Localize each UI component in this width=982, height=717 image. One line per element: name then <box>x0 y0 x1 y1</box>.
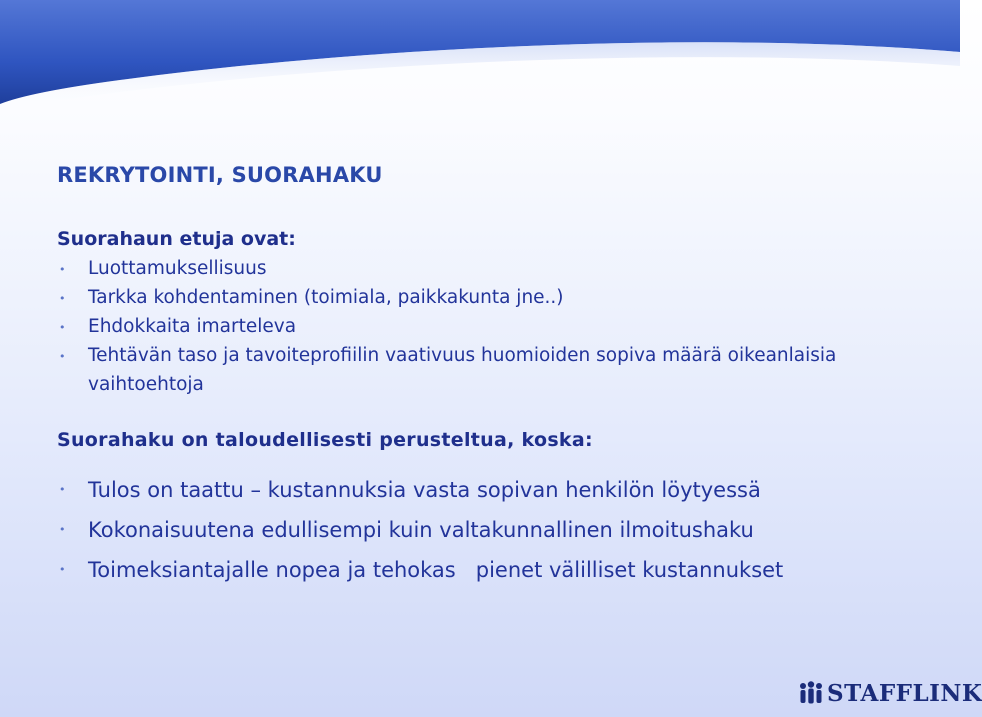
list-item-text: Tulos on taattu – kustannuksia vasta sopivan henkilön löytyessä <box>88 478 761 502</box>
list-item <box>57 476 917 504</box>
bullet-icon: • <box>59 321 66 334</box>
list-item-text: Tehtävän taso ja tavoiteprofiilin vaativuus huomioiden sopiva määrä oikeanlaisia vaihtoehtoja <box>88 345 837 395</box>
list-item <box>57 516 917 544</box>
section-heading-advantages: Suorahaun etuja ovat: <box>57 228 296 250</box>
list-item <box>57 556 917 584</box>
advantages-list <box>57 254 837 399</box>
economics-list <box>57 476 917 596</box>
list-item-text: Ehdokkaita imarteleva <box>88 316 297 337</box>
bullet-icon: • <box>59 563 66 576</box>
list-item-text: Tarkka kohdentaminen (toimiala, paikkakunta jne..) <box>88 287 564 308</box>
list-item <box>57 254 837 283</box>
logo-text: STAFFLINK <box>827 679 982 707</box>
list-item-text: Toimeksiantajalle nopea ja tehokas pienet välilliset kustannukset <box>88 558 784 582</box>
slide-title: REKRYTOINTI, SUORAHAKU <box>57 163 383 187</box>
list-item <box>57 283 837 312</box>
bullet-icon: • <box>59 483 66 496</box>
list-item <box>57 341 837 399</box>
stafflink-people-icon <box>798 680 824 706</box>
bullet-icon: • <box>59 292 66 305</box>
header-banner <box>0 0 960 110</box>
list-item-text: Luottamuksellisuus <box>88 258 267 279</box>
section-heading-economics: Suorahaku on taloudellisesti perusteltua, koska: <box>57 429 593 451</box>
list-item <box>57 312 837 341</box>
stafflink-logo <box>798 678 982 708</box>
list-item-text: Kokonaisuutena edullisempi kuin valtakunnallinen ilmoitushaku <box>88 518 754 542</box>
bullet-icon: • <box>59 263 66 276</box>
bullet-icon: • <box>59 523 66 536</box>
banner-swoosh <box>0 0 960 110</box>
bullet-icon: • <box>59 350 66 363</box>
